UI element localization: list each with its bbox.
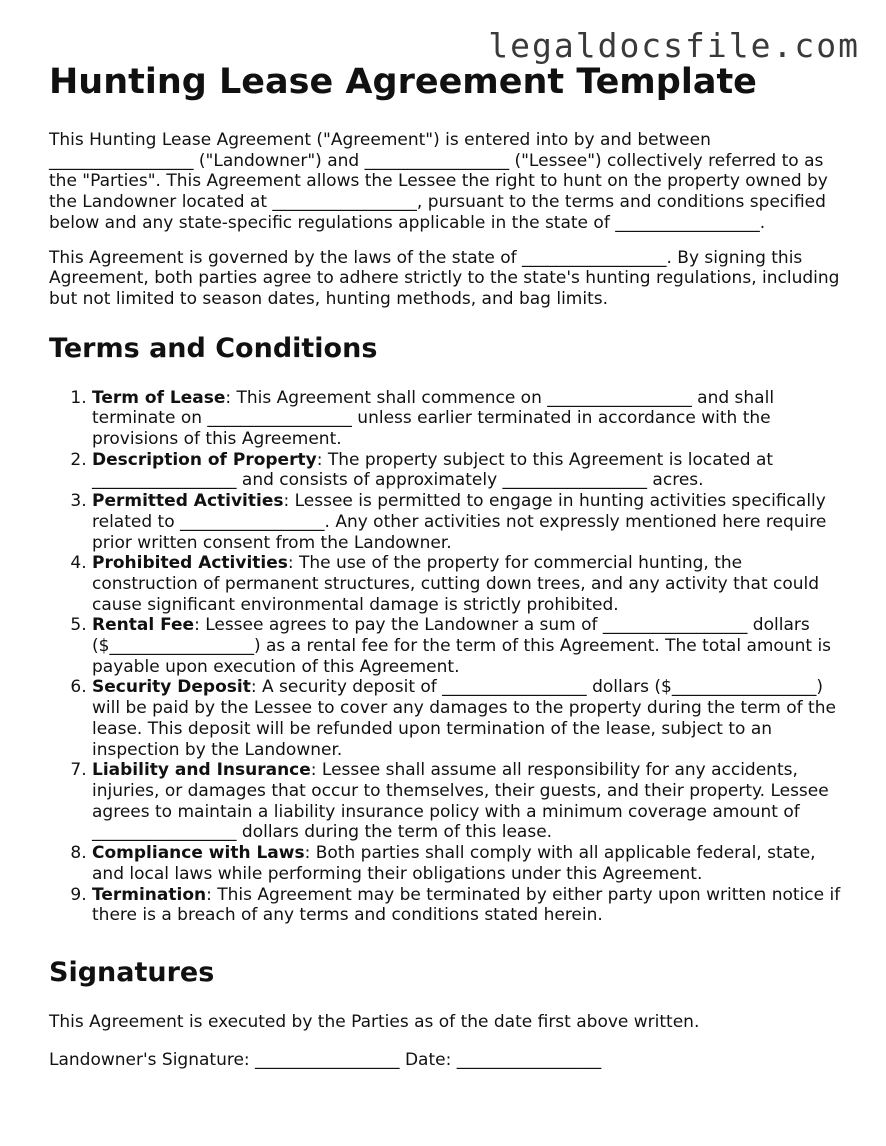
term-label: Permitted Activities (92, 491, 284, 512)
term-text: : Lessee is permitted to engage in hunting activities specifically related to _________________. Any other activities not expressly mentioned here require prior written consent from the Landowner. (92, 491, 827, 553)
term-text: : Both parties shall comply with all applicable federal, state, and local laws while performing their obligations under this Agreement. (92, 843, 816, 884)
term-text: : Lessee agrees to pay the Landowner a sum of _________________ dollars ($_________________) as a rental fee for the term of this Agreement. The total amount is payable upon execution of this Agreement. (92, 615, 832, 677)
list-item (92, 843, 849, 884)
term-label: Rental Fee (92, 615, 195, 636)
document-title: Hunting Lease Agreement Template (49, 62, 757, 102)
list-item (92, 677, 849, 760)
intro-paragraph-2: This Agreement is governed by the laws of the state of _________________. By signing this Agreement, both parties agree to adhere strictly to the state's hunting regulations, including but not limited to season dates, hunting methods, and bag limits. (49, 247, 840, 309)
term-label: Liability and Insurance (92, 760, 311, 781)
watermark: legaldocsfile.com (488, 26, 860, 65)
term-text: : A security deposit of _________________ dollars ($_________________) will be paid by the Lessee to cover any damages to the property during the term of the lease. This deposit will be refunded upon termination of the lease, subject to an inspection by the Landowner. (92, 677, 836, 760)
list-item (92, 553, 849, 615)
list-item (92, 615, 849, 677)
term-text: : This Agreement may be terminated by either party upon written notice if there is a breach of any terms and conditions stated herein. (92, 884, 841, 926)
signatures-heading: Signatures (49, 956, 215, 988)
term-label: Termination (92, 884, 207, 905)
executed-statement: This Agreement is executed by the Parties as of the date first above written. (49, 1011, 700, 1032)
list-item (92, 388, 849, 450)
landowner-signature-line: Landowner's Signature: _________________ Date: _________________ (49, 1049, 602, 1070)
terms-heading: Terms and Conditions (49, 332, 378, 364)
terms-list (49, 388, 849, 926)
intro-p1-rest: _________________ ("Landowner") and _________________ ("Lessee") collectively referred to as the "Parties". This Agreement allows the Lessee the right to hunt on the property owned by the Landowner located at _________________, pursuant to the terms and conditions specified below and any state-specific regulations applicable in the state of _________________. (49, 150, 828, 233)
list-item (92, 450, 849, 491)
intro-paragraph-1 (49, 130, 849, 234)
term-text: : This Agreement shall commence on _________________ and shall terminate on _________________ unless earlier terminated in accordance with the provisions of this Agreement. (92, 387, 775, 450)
document-page (49, 58, 849, 1084)
term-text: : Lessee shall assume all responsibility for any accidents, injuries, or damages that occur to themselves, their guests, and their property. Lessee agrees to maintain a liability insurance policy with a minimum coverage amount of _________________ dollars during the term of this lease. (92, 760, 829, 843)
list-item (92, 885, 849, 926)
term-label: Description of Property (92, 449, 317, 470)
term-label: Prohibited Activities (92, 553, 288, 574)
list-item (92, 491, 849, 553)
term-text: : The property subject to this Agreement is located at _________________ and consists of approximately _________________ acres. (92, 449, 774, 491)
term-label: Security Deposit (92, 677, 251, 698)
intro-p1-line1: This Hunting Lease Agreement ("Agreement") is entered into by and between (49, 130, 711, 150)
list-item (92, 760, 849, 843)
term-label: Compliance with Laws (92, 843, 305, 864)
term-text: : The use of the property for commercial hunting, the construction of permanent structures, cutting down trees, and any activity that could cause significant environmental damage is strictly prohibited. (92, 553, 820, 615)
term-label: Term of Lease (92, 387, 226, 408)
